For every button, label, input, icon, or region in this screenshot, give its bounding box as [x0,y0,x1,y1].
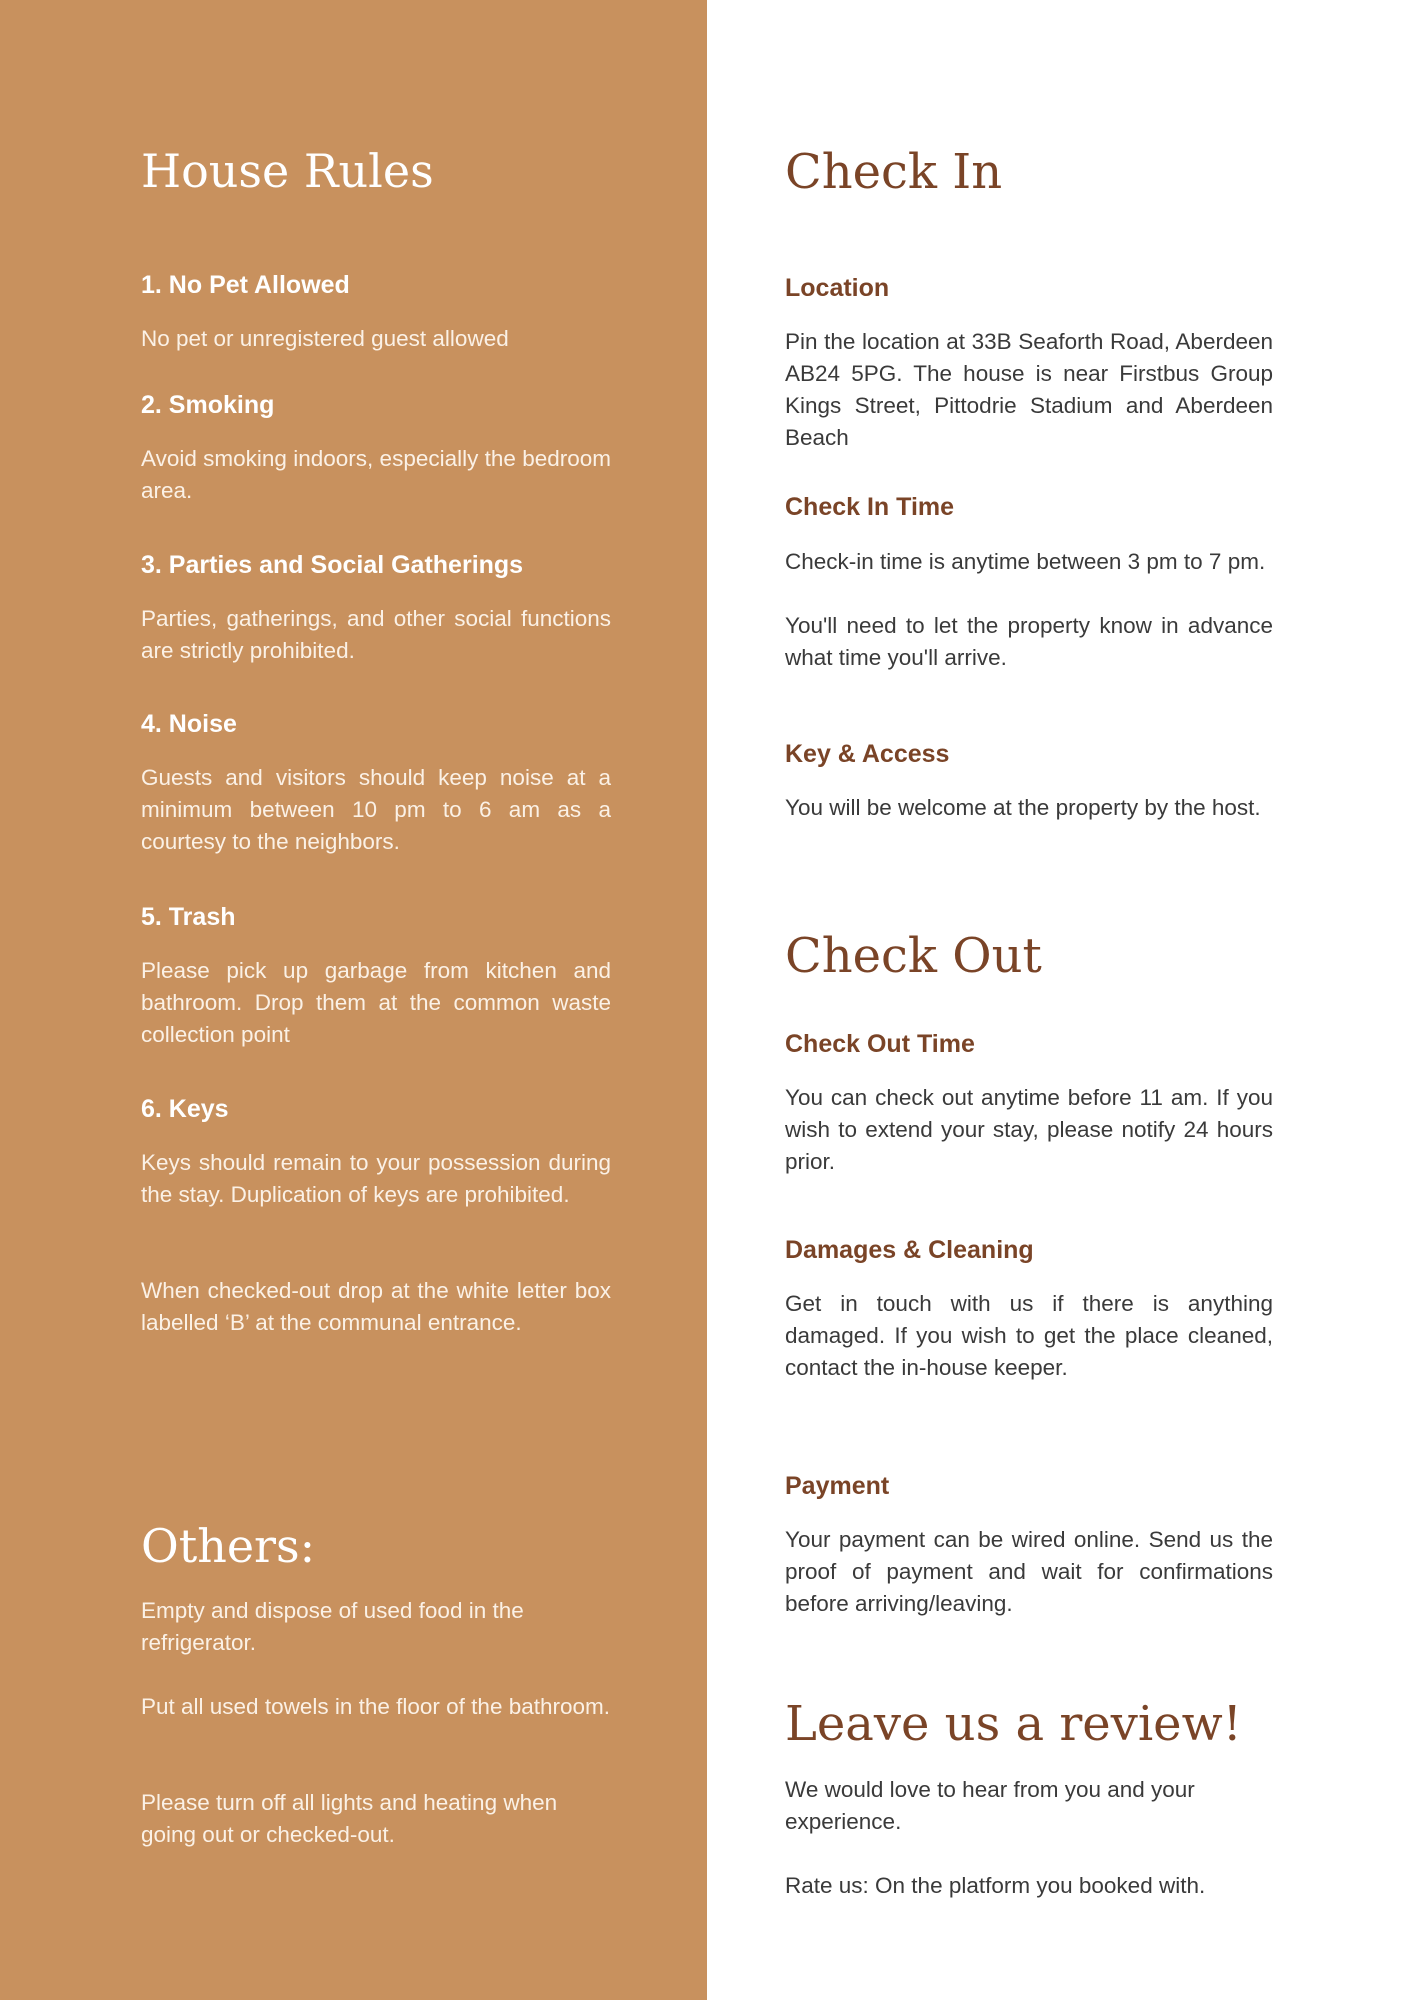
house-rules-title: House Rules [141,144,434,198]
rule-text: Avoid smoking indoors, especially the bedroom area. [141,446,611,503]
review-text: We would love to hear from you and your experience. [785,1777,1195,1834]
rule-text: Parties, gatherings, and other social functions are strictly prohibited. [141,606,611,663]
review-text: Rate us: On the platform you booked with. [785,1873,1206,1898]
key-access-text: You will be welcome at the property by the host. [785,795,1261,820]
rule-text: No pet or unregistered guest allowed [141,326,509,351]
check-out-time-text: You can check out anytime before 11 am. If you wish to extend your stay, please notify 24 hours prior. [785,1085,1273,1174]
location-text: Pin the location at 33B Seaforth Road, Aberdeen AB24 5PG. The house is near Firstbus Group Kings Street, Pittodrie Stadium and Aberdeen Beach [785,329,1273,450]
check-in-time-text: Check-in time is anytime between 3 pm to 7 pm. [785,549,1266,574]
check-in-time-heading: Check In Time [785,493,955,521]
rule-text: Keys should remain to your possession during the stay. Duplication of keys are prohibited. [141,1150,611,1207]
others-item: Put all used towels in the floor of the bathroom. [141,1694,611,1719]
damages-heading: Damages & Cleaning [785,1236,1034,1264]
check-in-time-text: You'll need to let the property know in advance what time you'll arrive. [785,613,1273,670]
damages-text: Get in touch with us if there is anything damaged. If you wish to get the place cleaned, contact the in-house keeper. [785,1291,1273,1380]
rule-heading: 4. Noise [141,710,237,738]
others-title: Others: [141,1519,316,1573]
check-out-time-heading: Check Out Time [785,1030,975,1058]
rule-heading: 5. Trash [141,903,236,931]
key-access-heading: Key & Access [785,740,950,768]
others-item: Please turn off all lights and heating when going out or checked-out. [141,1790,558,1847]
rule-text: When checked-out drop at the white letter box labelled ‘B’ at the communal entrance. [141,1278,611,1335]
payment-heading: Payment [785,1472,890,1500]
rule-heading: 1. No Pet Allowed [141,271,350,299]
others-item: Empty and dispose of used food in the refrigerator. [141,1598,524,1655]
rule-heading: 2. Smoking [141,391,275,419]
check-in-title: Check In [785,144,1003,200]
payment-text: Your payment can be wired online. Send us the proof of payment and wait for confirmations before arriving/leaving. [785,1527,1273,1616]
rule-text: Please pick up garbage from kitchen and bathroom. Drop them at the common waste collection point [141,958,611,1047]
rule-heading: 3. Parties and Social Gatherings [141,551,524,579]
rule-heading: 6. Keys [141,1095,229,1123]
rule-text: Guests and visitors should keep noise at a minimum between 10 pm to 6 am as a courtesy to the neighbors. [141,765,611,854]
review-title: Leave us a review! [785,1696,1242,1752]
location-heading: Location [785,274,890,302]
check-out-title: Check Out [785,928,1042,984]
